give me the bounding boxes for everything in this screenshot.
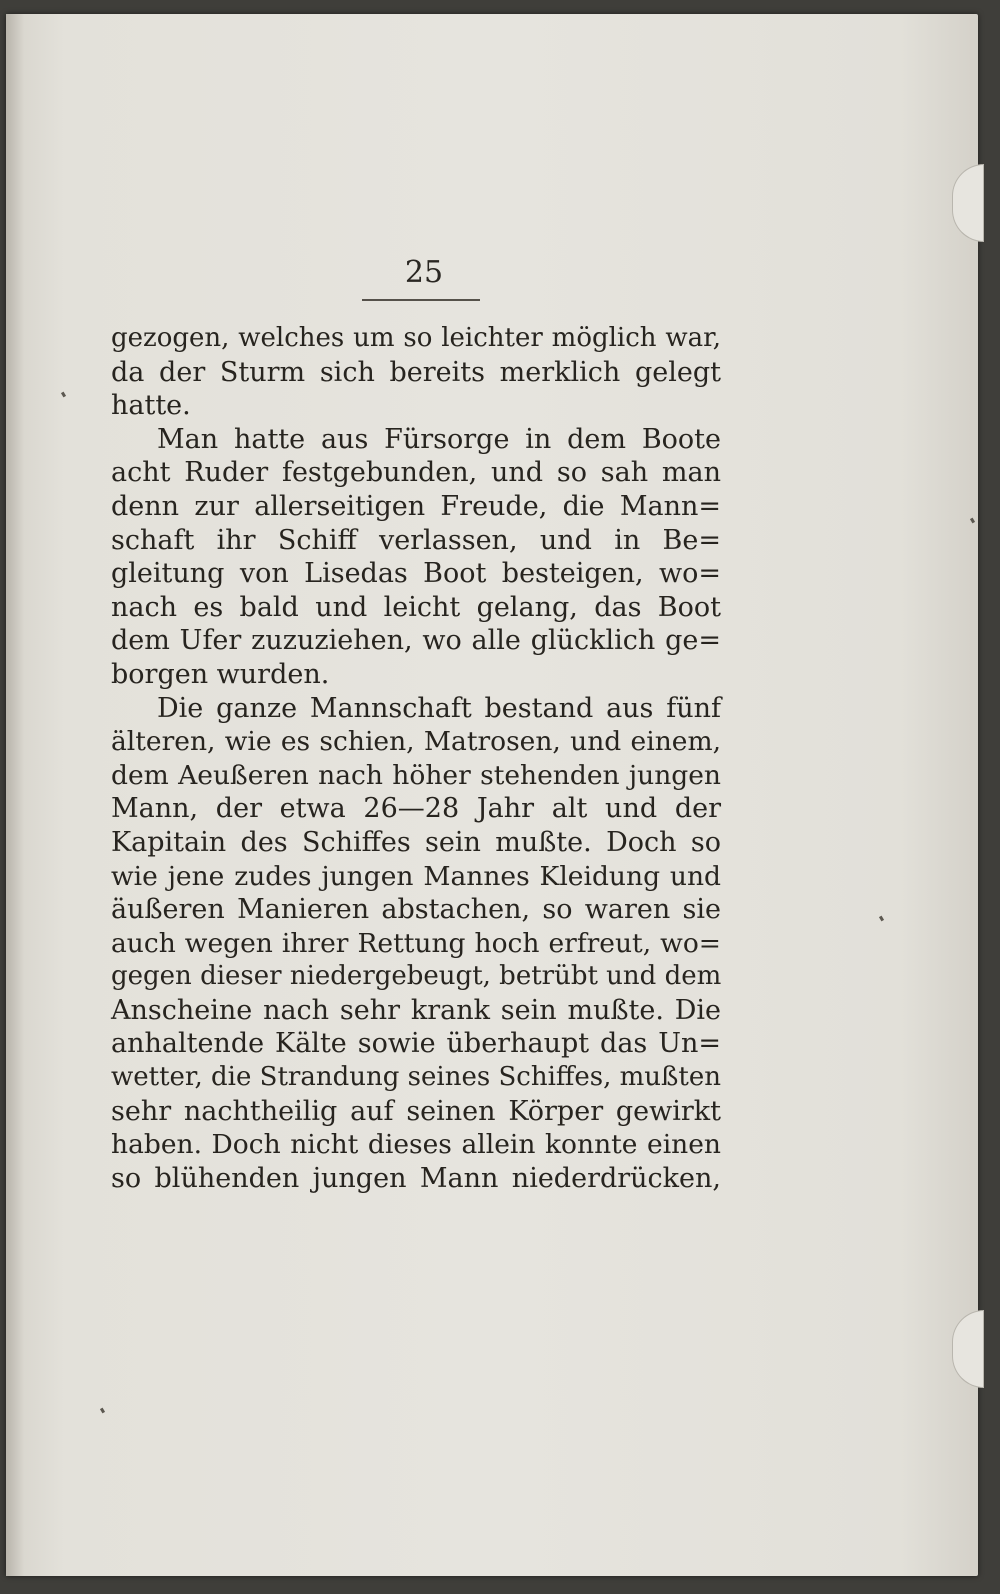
- text-line: Die ganze Mannschaft bestand aus fünf: [157, 692, 721, 724]
- text-line: borgen wurden.: [111, 658, 330, 690]
- text-line: Anscheine nach sehr krank sein mußte. Die: [111, 994, 721, 1026]
- text-line: älteren, wie es schien, Matrosen, und einem,: [111, 726, 721, 758]
- text-line: nach es bald und leicht gelang, das Boot: [111, 591, 721, 623]
- text-line: dem Ufer zuzuziehen, wo alle glücklich ge=: [111, 625, 721, 657]
- text-line: anhaltende Kälte sowie überhaupt das Un=: [111, 1028, 721, 1060]
- text-line: denn zur allerseitigen Freude, die Mann=: [111, 490, 721, 522]
- page-edge-tab: [952, 164, 984, 242]
- text-line: Man hatte aus Fürsorge in dem Boote: [157, 423, 721, 455]
- page-gutter-shadow: [6, 14, 24, 1576]
- text-line: Mann, der etwa 26—28 Jahr alt und der: [111, 793, 721, 825]
- text-line: äußeren Manieren abstachen, so waren sie: [111, 894, 721, 926]
- text-line: dem Aeußeren nach höher stehenden jungen: [111, 759, 721, 791]
- text-line: hatte.: [111, 390, 191, 422]
- text-line: Kapitain des Schiffes sein mußte. Doch so: [111, 826, 721, 858]
- text-line: sehr nachtheilig auf seinen Körper gewirkt: [111, 1095, 721, 1127]
- text-line: gleitung von Lisedas Boot besteigen, wo=: [111, 558, 721, 590]
- text-line: gezogen, welches um so leichter möglich war,: [111, 323, 721, 353]
- text-line: so blühenden jungen Mann niederdrücken,: [111, 1162, 721, 1194]
- text-line: gegen dieser niedergebeugt, betrübt und dem: [111, 961, 722, 992]
- text-line: wie jene zudes jungen Mannes Kleidung und: [111, 860, 721, 892]
- text-line: da der Sturm sich bereits merklich gelegt: [111, 356, 721, 388]
- text-line: wetter, die Strandung seines Schiffes, mußten: [111, 1062, 721, 1093]
- header-rule: [362, 299, 480, 301]
- page-number: 25: [404, 255, 444, 290]
- text-line: haben. Doch nicht dieses allein konnte einen: [111, 1129, 721, 1161]
- text-line: auch wegen ihrer Rettung hoch erfreut, wo=: [111, 927, 721, 959]
- text-line: schaft ihr Schiff verlassen, und in Be=: [111, 524, 721, 556]
- text-line: acht Ruder festgebunden, und so sah man: [111, 457, 721, 489]
- page-edge-tab: [952, 1310, 984, 1388]
- body-text: [111, 322, 721, 1195]
